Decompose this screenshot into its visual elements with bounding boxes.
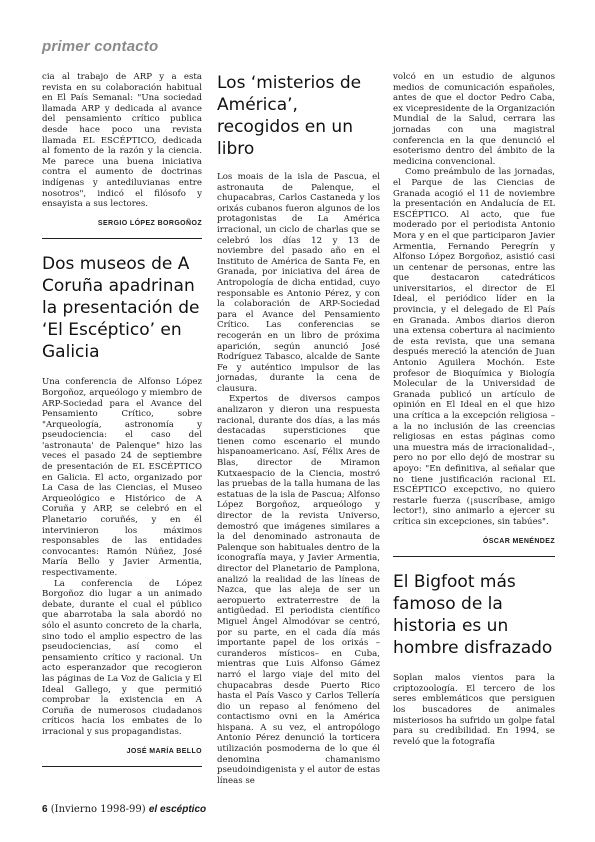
- section-title: primer contacto: [42, 38, 159, 55]
- article-byline: SERGIO LÓPEZ BORGOÑOZ: [97, 219, 202, 227]
- column-middle: [217, 72, 380, 786]
- article-paragraph: La conferencia de López Borgoñoz dio lugar a un animado debate, durante el cual el público que abarrotaba la sala abordó no sólo el asunto concreto de la charla, sino todo el amplio espectro de las pseudociencias, así como el pensamiento crítico y racional. Un acto esperanzador que recogieron las páginas de La Voz de Galicia y El Ideal Gallego, y que permitió comprobar la existencia en A Coruña de numerosos ciudadanos críticos hacia los embates de lo irracional y sus propagandistas.: [42, 578, 202, 737]
- article-headline: Dos museos de A Coruña apadrinan la presentación de ‘El Escéptico’ en Galicia: [42, 254, 200, 363]
- column-right: [393, 72, 555, 747]
- issue-date: (Invierno 1998-99): [50, 804, 146, 815]
- article-paragraph: Una conferencia de Alfonso López Borgoñoz, arqueólogo y miembro de ARP-Sociedad para el Avance del Pensamiento Crítico, sobre "Arqueología, astronomía y pseudociencia: el caso del 'astronauta' de Palenque" hizo las veces el pasado 24 de septiembre de presentación de EL ESCÉPTICO en Galicia. El acto, organizado por La Casa de las Ciencias, el Museo Arqueológico e Histórico de A Coruña y ARP, se celebró en el Planetario coruñés, y en él intervinieron los máximos responsables de las entidades convocantes: Ramón Núñez, José María Bello y Javier Armentia, respectivamente.: [42, 377, 202, 578]
- article-byline: JOSÉ MARÍA BELLO: [126, 747, 202, 755]
- article-byline: ÓSCAR MENÉNDEZ: [482, 537, 555, 545]
- divider: [393, 556, 555, 557]
- article-paragraph: Expertos de diversos campos analizaron y dieron una respuesta racional, durante dos días, a las más destacadas supersticiones que tienen como escenario el mundo hispanoamericano. Así, Félix Ares de Blas, director de Miramon Kutxaespacio de la Ciencia, mostró las pruebas de la talla humana de las estatuas de la isla de Pascua; Alfonso López Borgoñoz, arqueólogo y director de la revista Universo, demostró que imágenes similares a la del denominado astronauta de Palenque son habituales dentro de la iconografía maya, y Javier Armentia, director del Planetario de Pamplona, analizó la realidad de las líneas de Nazca, que las aleja de ser un aeropuerto extraterrestre de la antigüedad. El periodista científico Miguel Ángel Almodóvar se centró, por su parte, en el cada día más importante papel de los orixás –curanderos místicos– en Cuba, mientras que Luis Alfonso Gámez narró el largo viaje del mito del chupacabras desde Puerto Rico hasta el País Vasco y Carlos Tellería dio un repaso al fenómeno del contactismo ovni en la América hispana. A su vez, el antropólogo Antonio Pérez denunció la torticera utilización posmoderna de lo que él denomina chamanismo pseudoindigenista y el autor de estas líneas se: [217, 394, 380, 786]
- magazine-name: el escéptico: [148, 804, 207, 815]
- divider: [42, 766, 202, 767]
- column-left: [42, 72, 202, 767]
- article-paragraph: Como preámbulo de las jornadas, el Parque de las Ciencias de Granada acogió el 11 de noviembre la presentación en Andalucía de EL ESCÉPTICO. Al acto, que fue moderado por el periodista Antonio Mora y en el que participaron Javier Armentia, Fernando Peregrín y Alfonso López Borgoñoz, asistió casi un centenar de personas, entre las que destacaron catedráticos universitarios, el director de El Ideal, el periódico líder en la provincia, y el delegado de El País en Granada. Ambos diarios dieron una extensa cobertura al nacimiento de esta revista, que una semana después mereció la atención de Juan Antonio Aguilera Mochón. Este profesor de Bioquímica y Biología Molecular de la Universidad de Granada publicó un artículo de opinión en El Ideal en el que hizo una crítica a la excepción religiosa –a la no inclusión de las creencias religiosas en estas páginas como una muestra más de irracionalidad–, pero no por ello dejó de mostrar su apoyo: "En definitiva, al señalar que no tiene justificación racional EL ESCÉPTICO excepctivo, no quiero restarle fuerza (¡suscríbase, amigo lector!), sino animarlo a ejercer su crítica sin excepciones, sin tabúes".: [393, 167, 555, 527]
- page-footer: [42, 804, 206, 815]
- article-paragraph: Los moais de la isla de Pascua, el astronauta de Palenque, el chupacabras, Carlos Castaneda y los orixás cubanos fueron algunos de los protagonistas de La América irracional, un ciclo de charlas que se celebró los días 12 y 13 de noviembre del pasado año en el Instituto de América de Santa Fe, en Granada, por iniciativa del área de Antropología de dicha entidad, cuyo responsable es Antonio Pérez, y con la colaboración de ARP-Sociedad para el Avance del Pensamiento Crítico. Las conferencias se recogerán en un libro de próxima aparición, según anunció José Rodríguez Tabasco, alcalde de Sante Fe y auténtico impulsor de las jornadas, durante la cena de clausura.: [217, 172, 380, 394]
- page-number: 6: [42, 804, 48, 815]
- article-headline: Los ‘misterios de América’, recogidos en un libro: [217, 73, 362, 159]
- article-headline: El Bigfoot más famoso de la historia es un hombre disfrazado: [393, 572, 553, 659]
- divider: [42, 238, 202, 239]
- article-continuation: volcó en un estudio de algunos medios de comunicación españoles, antes de que el doctor Pedro Caba, ex vicepresidente de la Organización Mundial de la Salud, cerrara las jornadas con una magistral conferencia en la que denunció el esoterismo dentro del ámbito de la medicina convencional.: [393, 72, 555, 167]
- article-continuation: cia al trabajo de ARP y a esta revista en su colaboración habitual en El País Semanal: "Una sociedad llamada ARP y dedicada al avance del pensamiento crítico publica desde hace poco una revista llamada EL ESCÉPTICO, dedicada al fomento de la razón y la ciencia. Me parece una buena iniciativa contra el aumento de doctrinas indígenas y antediluvianas entre nosotros", indicó el filósofo y ensayista a sus lectores.: [42, 72, 202, 210]
- article-paragraph: Soplan malos vientos para la criptozoología. El tercero de los seres emblemáticos que persiguen los buscadores de animales misteriosos ha sufrido un golpe fatal para su credibilidad. En 1994, se reveló que la fotografía: [393, 673, 555, 747]
